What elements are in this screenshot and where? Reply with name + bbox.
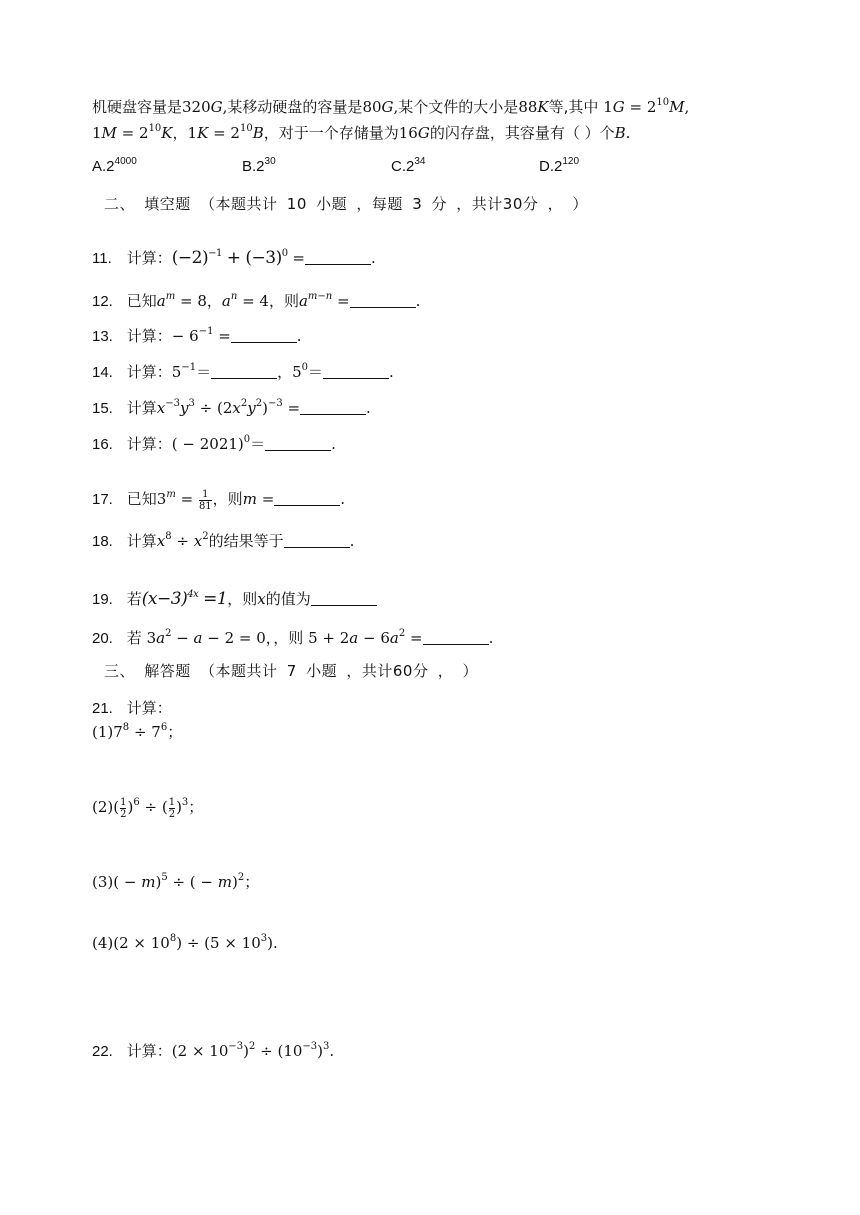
question-21: 21. 计算： <box>92 699 172 717</box>
q21-part-4: $(4)(2 \times 10^8) \div (5 \times 10^3)$. <box>92 933 278 952</box>
q21-part-1: $(1)7^8 \div 7^6$； <box>92 722 183 741</box>
answer-blank[interactable] <box>423 630 489 645</box>
option-c[interactable]: $C.2^{34}$ <box>391 156 426 175</box>
option-b[interactable]: $B.2^{30}$ <box>242 156 276 175</box>
answer-blank[interactable] <box>211 364 277 379</box>
question-22: 22. 计算：$(2 \times 10^{-3})^2 \div (10^{-3})^3$. <box>92 1041 335 1060</box>
answer-blank[interactable] <box>265 436 331 451</box>
answer-blank[interactable] <box>300 400 366 415</box>
q19-expression-image: $(x-3)^{4x} =1$ <box>141 589 228 609</box>
answer-blank[interactable] <box>274 491 340 506</box>
answer-blank[interactable] <box>231 328 297 343</box>
question-20: 20. 若 $3a^2 - a - 2 = 0$，，则 $5 + 2a - 6a^2$ = . <box>92 628 494 647</box>
question-13: 13. 计算：− $6^{-1}$ = . <box>92 326 302 345</box>
question-15: 15. 计算$x^{-3}y^3 \div (2x^2y^2)^{-3}$ = . <box>92 398 371 417</box>
answer-blank[interactable] <box>284 533 350 548</box>
question-16: 16. 计算：( − 2021)$^0$＝ . <box>92 434 336 453</box>
fraction: $\frac{1}{2}$ <box>168 796 176 820</box>
q21-part-2: (2)( $\frac{1}{2}$ )$^6$ ÷ ( $\frac{1}{2}$ )$^3$； <box>92 796 204 820</box>
intro-line-1: 机硬盘容量是320G,某移动硬盘的容量是80G,某个文件的大小是88K等,其中 $1G = 2^{10}M$, <box>92 97 690 116</box>
question-19: 19. 若$(x-3)^{4x} =1$，则x的值为 <box>92 588 377 611</box>
option-a[interactable]: $A.2^{4000}$ <box>92 156 137 175</box>
fraction: $\frac{1}{2}$ <box>120 796 127 820</box>
question-12: 12. 已知$a^m = 8$，$a^n = 4$，则$a^{m-n}$ = . <box>92 291 421 310</box>
answer-blank[interactable] <box>350 293 416 308</box>
q21-part-3: $(3)( - m)^5$ ÷ ( − m)$^2$； <box>92 872 260 891</box>
section-solve-heading: 三、 解答题 （本题共计 7 小题 ，共计60分 ， ） <box>104 662 479 680</box>
option-d[interactable]: $D.2^{120}$ <box>539 156 580 175</box>
question-18: 18. 计算$x^8 \div x^2$的结果等于 . <box>92 531 355 550</box>
question-14: 14. 计算：$5^{-1}=$ ，$5^0=$ . <box>92 362 394 381</box>
question-17: 17. 已知$3^m$ = $\frac{1}{81}$ ，则m = . <box>92 488 346 512</box>
question-11: 11. 计算：$(-2)^{-1} + (-3)^0$ = . <box>92 248 376 268</box>
intro-line-2: $1M = 2^{10}K$，$1K = 2^{10}B$，对于一个存储量为16G的闪存盘，其容量有（ ）个B. <box>92 123 631 142</box>
q11-expression-image: $(-2)^{-1} + (-3)^0$ <box>171 248 288 268</box>
answer-blank[interactable] <box>323 364 389 379</box>
section-fill-in-heading: 二、 填空题 （本题共计 10 小题 ，每题 3 分 ，共计30分 ， ） <box>104 195 588 213</box>
answer-blank[interactable] <box>311 591 377 606</box>
answer-blank[interactable] <box>305 250 371 265</box>
fraction: $\frac{1}{81}$ <box>198 488 212 512</box>
